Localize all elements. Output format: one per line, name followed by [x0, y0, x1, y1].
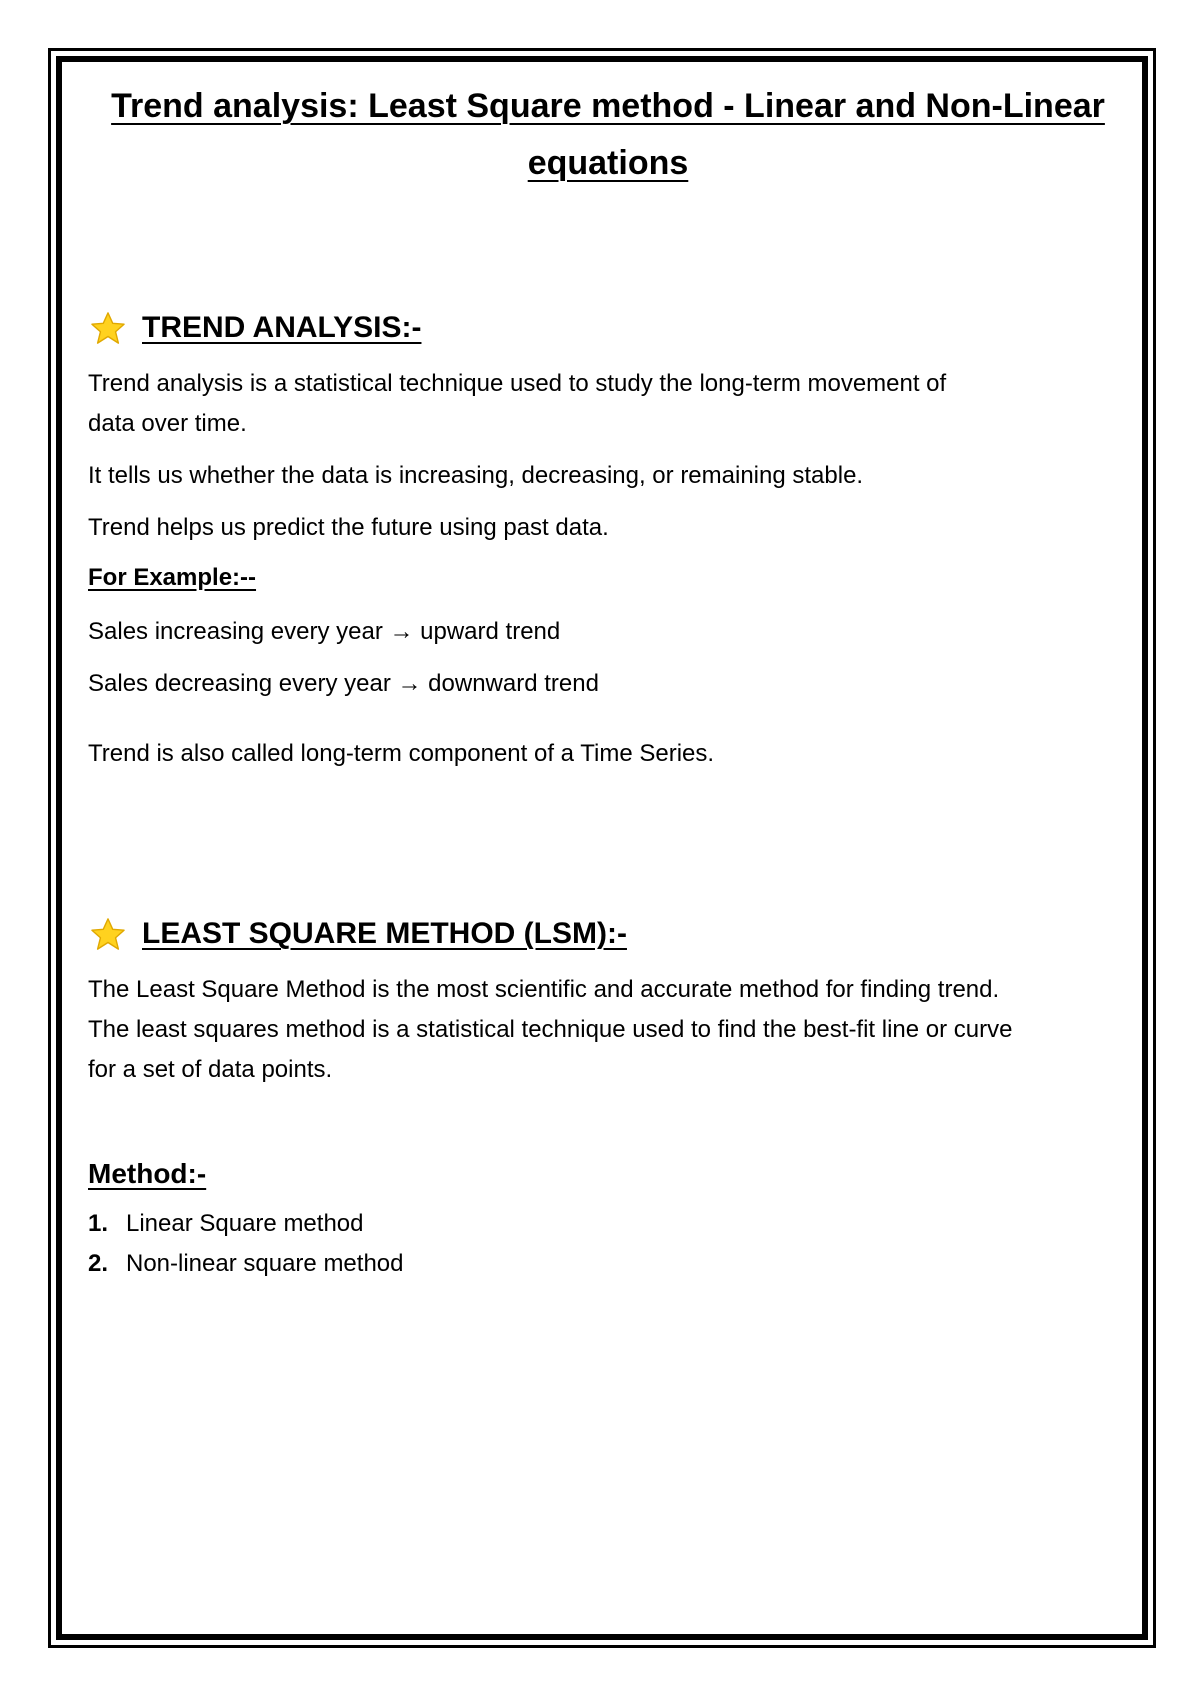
section-heading-label: TREND ANALYSIS:-	[142, 311, 422, 344]
list-number: 2.	[88, 1250, 109, 1277]
document-title: Trend analysis: Least Square method - Linear and Non-Linear equations	[111, 87, 1105, 182]
document-content	[88, 78, 1128, 1284]
example-item: Sales decreasing every year → downward trend	[88, 670, 599, 697]
paragraph: The Least Square Method is the most scientific and accurate method for finding trend. The least squares method is a statistical technique used to find the best-fit line or curve for a set of data points.	[88, 976, 1013, 1083]
section-heading-least-square-method	[88, 914, 1128, 954]
section-heading-trend-analysis	[88, 308, 1128, 348]
star-icon	[88, 311, 128, 345]
section-heading-label: LEAST SQUARE METHOD (LSM):-	[142, 917, 627, 950]
paragraph: Trend analysis is a statistical technique used to study the long-term movement of data over time.	[88, 370, 947, 437]
paragraph: It tells us whether the data is increasing, decreasing, or remaining stable.	[88, 462, 864, 489]
list-label: Non-linear square method	[126, 1250, 404, 1277]
example-item: Sales increasing every year → upward trend	[88, 618, 561, 645]
method-list	[88, 1204, 1128, 1284]
method-heading: Method:-	[88, 1158, 207, 1189]
paragraph: Trend is also called long-term component of a Time Series.	[88, 740, 715, 767]
list-item	[88, 1244, 1128, 1284]
star-icon	[88, 917, 128, 951]
list-item	[88, 1204, 1128, 1244]
list-number: 1.	[88, 1210, 109, 1237]
example-label: For Example:--	[88, 564, 257, 591]
list-label: Linear Square method	[126, 1210, 364, 1237]
paragraph: Trend helps us predict the future using past data.	[88, 514, 609, 541]
